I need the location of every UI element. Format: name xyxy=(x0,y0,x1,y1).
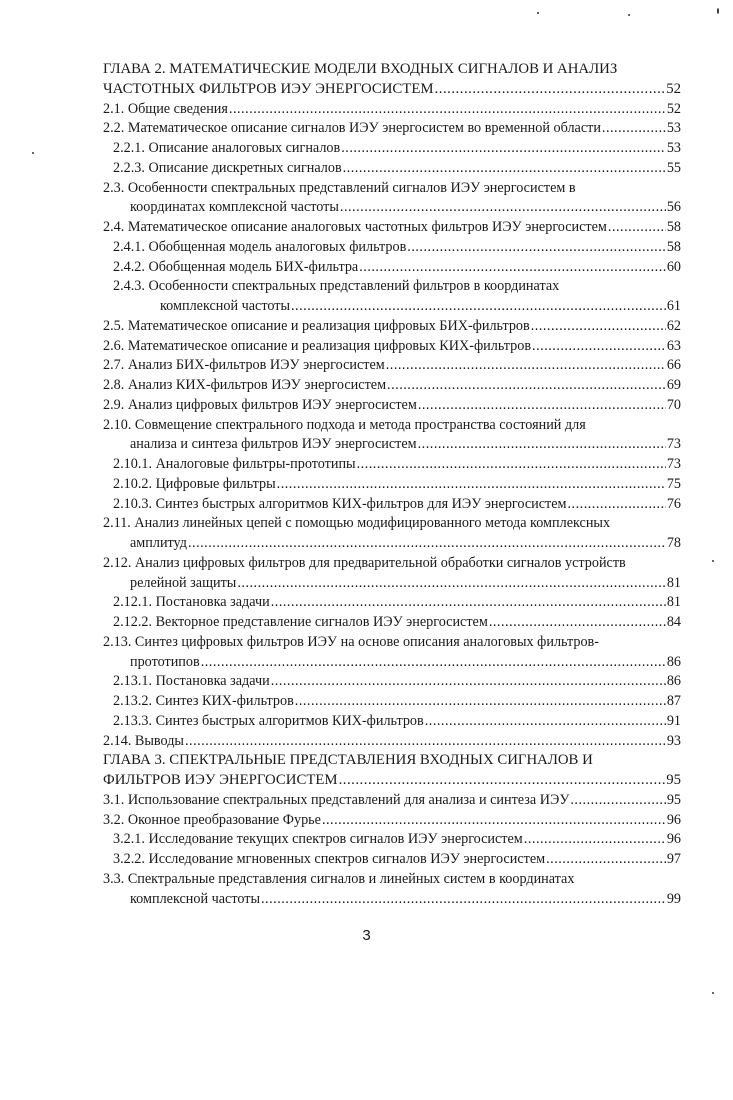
toc-page-number: 60 xyxy=(666,258,681,275)
toc-entry xyxy=(103,179,681,219)
dot-leader xyxy=(570,791,665,811)
toc-entry xyxy=(103,554,681,594)
toc-entry xyxy=(103,139,681,159)
toc-entry-title: координатах комплексной частоты xyxy=(130,199,339,216)
table-of-contents xyxy=(103,60,681,909)
toc-line xyxy=(103,119,681,139)
toc-entry xyxy=(103,416,681,456)
toc-line xyxy=(103,574,681,594)
toc-line xyxy=(103,751,681,771)
toc-line xyxy=(103,593,681,613)
toc-line xyxy=(103,100,681,120)
dot-leader xyxy=(339,771,666,791)
toc-line xyxy=(103,356,681,376)
toc-entry-title: 2.2.1. Описание аналоговых сигналов xyxy=(113,140,341,156)
toc-page-number: 95 xyxy=(666,791,681,808)
toc-entry xyxy=(103,593,681,613)
toc-page-number: 95 xyxy=(666,772,681,788)
scan-speck xyxy=(537,12,539,14)
toc-entry xyxy=(103,376,681,396)
dot-leader xyxy=(229,100,666,120)
dot-leader xyxy=(568,495,666,515)
scan-speck xyxy=(712,992,714,994)
toc-entry xyxy=(103,870,681,910)
toc-page-number: 66 xyxy=(666,357,681,374)
toc-entry xyxy=(103,475,681,495)
dot-leader xyxy=(237,574,665,594)
toc-entry xyxy=(103,672,681,692)
dot-leader xyxy=(271,672,666,692)
dot-leader xyxy=(185,732,666,752)
toc-page-number: 70 xyxy=(666,396,681,413)
toc-entry xyxy=(103,337,681,357)
toc-entry-title: 2.11. Анализ линейных цепей с помощью модифицированного метода комплексных xyxy=(103,515,611,532)
toc-entry xyxy=(103,396,681,416)
dot-leader xyxy=(359,258,666,278)
toc-entry-title: 2.5. Математическое описание и реализация цифровых БИХ-фильтров xyxy=(103,317,530,334)
toc-page-number: 86 xyxy=(666,673,681,690)
toc-line xyxy=(103,732,681,752)
dot-leader xyxy=(341,139,666,159)
toc-entry-title: 2.10.1. Аналоговые фильтры-прототипы xyxy=(113,456,356,472)
toc-page-number: 96 xyxy=(666,811,681,828)
toc-line xyxy=(103,218,681,238)
toc-page-number: 58 xyxy=(666,238,681,255)
toc-entry-title: комплексной частоты xyxy=(130,890,260,907)
dot-leader xyxy=(188,534,666,554)
toc-line xyxy=(103,139,681,159)
toc-line xyxy=(103,198,681,218)
toc-line xyxy=(103,455,681,475)
toc-page-number: 91 xyxy=(666,712,681,729)
toc-entry-title: анализа и синтеза фильтров ИЭУ энергосистем xyxy=(130,436,417,453)
toc-entry xyxy=(103,811,681,831)
toc-entry-title: 2.6. Математическое описание и реализация цифровых КИХ-фильтров xyxy=(103,337,532,354)
dot-leader xyxy=(489,613,666,633)
toc-line xyxy=(103,396,681,416)
toc-line xyxy=(103,337,681,357)
toc-entry xyxy=(103,159,681,179)
toc-entry xyxy=(103,613,681,633)
toc-entry xyxy=(103,830,681,850)
scan-speck xyxy=(717,8,719,14)
toc-page-number: 87 xyxy=(666,693,681,709)
toc-entry-title: 2.13.1. Постановка задачи xyxy=(113,673,270,690)
toc-entry-title: 2.13. Синтез цифровых фильтров ИЭУ на основе описания аналоговых фильтров- xyxy=(103,633,599,650)
dot-leader xyxy=(425,712,666,732)
toc-page-number: 55 xyxy=(666,159,681,176)
toc-entry-title: 2.2. Математическое описание сигналов ИЭУ энергосистем во временной области xyxy=(103,120,601,137)
toc-page-number: 86 xyxy=(666,653,681,670)
toc-entry-title: ФИЛЬТРОВ ИЭУ ЭНЕРГОСИСТЕМ xyxy=(103,772,338,788)
toc-page-number: 96 xyxy=(666,831,681,848)
toc-line xyxy=(103,80,681,100)
toc-entry-title: 2.10.2. Цифровые фильтры xyxy=(113,475,276,492)
dot-leader xyxy=(386,356,666,376)
toc-line xyxy=(103,376,681,396)
toc-page-number: 78 xyxy=(666,535,681,551)
dot-leader xyxy=(295,692,666,712)
toc-entry xyxy=(103,455,681,475)
toc-line xyxy=(103,514,681,534)
toc-entry-title: 2.10.3. Синтез быстрых алгоритмов КИХ-фильтров для ИЭУ энергосистем xyxy=(113,495,567,512)
dot-leader xyxy=(418,435,666,455)
toc-entry-title: 3.3. Спектральные представления сигналов и линейных систем в координатах xyxy=(103,870,575,887)
dot-leader xyxy=(387,376,666,396)
toc-entry-title: 2.12.2. Векторное представление сигналов ИЭУ энергосистем xyxy=(113,614,488,630)
toc-entry-title: 2.12.1. Постановка задачи xyxy=(113,594,270,611)
dot-leader xyxy=(531,317,666,337)
toc-page-number: 58 xyxy=(666,219,681,235)
toc-entry-title: 3.1. Использование спектральных представлений для анализа и синтеза ИЭУ xyxy=(103,791,570,808)
toc-page-number: 73 xyxy=(666,436,681,453)
toc-line xyxy=(103,554,681,574)
toc-entry-title: 2.4. Математическое описание аналоговых частотных фильтров ИЭУ энергосистем xyxy=(103,219,607,235)
dot-leader xyxy=(532,337,666,357)
toc-page-number: 81 xyxy=(666,574,681,591)
toc-entry-title: ЧАСТОТНЫХ ФИЛЬТРОВ ИЭУ ЭНЕРГОСИСТЕМ xyxy=(103,80,434,97)
toc-page-number: 93 xyxy=(666,732,681,749)
toc-entry xyxy=(103,633,681,673)
toc-line xyxy=(103,791,681,811)
toc-page-number: 56 xyxy=(666,199,681,216)
toc-entry-title: 3.2.1. Исследование текущих спектров сигналов ИЭУ энергосистем xyxy=(113,831,523,848)
toc-entry xyxy=(103,238,681,258)
toc-entry xyxy=(103,495,681,515)
toc-line xyxy=(103,653,681,673)
toc-entry-title: 2.1. Общие сведения xyxy=(103,100,228,117)
toc-entry xyxy=(103,277,681,317)
toc-entry xyxy=(103,356,681,376)
toc-chapter-entry xyxy=(103,751,681,791)
toc-page-number: 52 xyxy=(666,80,681,97)
toc-entry-title: 2.4.1. Обобщенная модель аналоговых фильтров xyxy=(113,238,407,255)
toc-entry-title: 2.10. Совмещение спектрального подхода и метода пространства состояний для xyxy=(103,416,586,433)
scan-speck xyxy=(628,14,630,16)
toc-entry-title: 2.13.2. Синтез КИХ-фильтров xyxy=(113,693,294,709)
toc-entry-title: 2.2.3. Описание дискретных сигналов xyxy=(113,159,342,176)
toc-page-number: 61 xyxy=(666,298,681,314)
toc-line xyxy=(103,475,681,495)
dot-leader xyxy=(435,80,666,100)
toc-entry-title: 2.4.2. Обобщенная модель БИХ-фильтра xyxy=(113,258,359,275)
toc-page-number: 75 xyxy=(666,475,681,492)
toc-entry xyxy=(103,791,681,811)
toc-page-number: 99 xyxy=(666,890,681,907)
toc-entry-title: 2.4.3. Особенности спектральных представлений фильтров в координатах xyxy=(113,278,560,295)
toc-line xyxy=(103,317,681,337)
toc-entry xyxy=(103,712,681,732)
toc-entry-title: комплексной частоты xyxy=(160,298,290,314)
toc-line xyxy=(103,534,681,554)
dot-leader xyxy=(201,653,666,673)
toc-page-number: 63 xyxy=(666,337,681,354)
toc-page-number: 69 xyxy=(666,377,681,393)
page-number: 3 xyxy=(362,927,371,944)
toc-line xyxy=(103,238,681,258)
scan-speck xyxy=(32,152,34,154)
dot-leader xyxy=(524,830,666,850)
toc-line xyxy=(103,613,681,633)
dot-leader xyxy=(291,297,666,317)
dot-leader xyxy=(602,119,666,139)
toc-page-number: 53 xyxy=(666,120,681,137)
toc-entry-title: ГЛАВА 3. СПЕКТРАЛЬНЫЕ ПРЕДСТАВЛЕНИЯ ВХОДНЫХ СИГНАЛОВ И xyxy=(103,752,593,769)
toc-entry-title: 2.8. Анализ КИХ-фильтров ИЭУ энергосистем xyxy=(103,377,387,393)
toc-entry-title: 2.9. Анализ цифровых фильтров ИЭУ энергосистем xyxy=(103,396,417,413)
toc-page-number: 81 xyxy=(666,594,681,611)
toc-entry-title: релейной защиты xyxy=(130,574,237,591)
scan-speck xyxy=(712,560,714,562)
toc-page-number: 97 xyxy=(666,851,681,867)
dot-leader xyxy=(322,811,666,831)
toc-line xyxy=(103,60,681,80)
toc-line xyxy=(103,811,681,831)
toc-line xyxy=(103,830,681,850)
dot-leader xyxy=(407,238,666,258)
toc-line xyxy=(103,672,681,692)
toc-entry xyxy=(103,514,681,554)
toc-page-number: 53 xyxy=(666,140,681,156)
toc-line xyxy=(103,692,681,712)
toc-entry xyxy=(103,850,681,870)
toc-page-number: 73 xyxy=(666,456,681,472)
toc-line xyxy=(103,258,681,278)
toc-entry xyxy=(103,317,681,337)
toc-line xyxy=(103,495,681,515)
toc-line xyxy=(103,870,681,890)
toc-line xyxy=(103,435,681,455)
dot-leader xyxy=(546,850,666,870)
toc-line xyxy=(103,297,681,317)
toc-entry xyxy=(103,732,681,752)
toc-page-number: 76 xyxy=(666,495,681,512)
dot-leader xyxy=(418,396,666,416)
toc-page-number: 84 xyxy=(666,614,681,630)
toc-line xyxy=(103,712,681,732)
toc-line xyxy=(103,416,681,436)
toc-entry xyxy=(103,218,681,238)
toc-entry-title: ГЛАВА 2. МАТЕМАТИЧЕСКИЕ МОДЕЛИ ВХОДНЫХ СИГНАЛОВ И АНАЛИЗ xyxy=(103,61,618,77)
toc-page-number: 62 xyxy=(666,317,681,334)
toc-line xyxy=(103,890,681,910)
toc-entry xyxy=(103,692,681,712)
toc-chapter-entry xyxy=(103,60,681,100)
toc-entry-title: 2.14. Выводы xyxy=(103,732,184,749)
toc-entry xyxy=(103,100,681,120)
toc-entry-title: 2.13.3. Синтез быстрых алгоритмов КИХ-фильтров xyxy=(113,712,424,729)
toc-line xyxy=(103,771,681,791)
toc-entry-title: 3.2. Оконное преобразование Фурье xyxy=(103,811,321,828)
dot-leader xyxy=(271,593,666,613)
toc-line xyxy=(103,179,681,199)
toc-entry-title: амплитуд xyxy=(130,535,187,551)
toc-entry-title: 2.12. Анализ цифровых фильтров для предварительной обработки сигналов устройств xyxy=(103,554,626,571)
toc-line xyxy=(103,850,681,870)
toc-line xyxy=(103,277,681,297)
toc-line xyxy=(103,159,681,179)
toc-line xyxy=(103,633,681,653)
dot-leader xyxy=(357,455,666,475)
toc-entry-title: 2.3. Особенности спектральных представлений сигналов ИЭУ энергосистем в xyxy=(103,179,576,196)
dot-leader xyxy=(343,159,666,179)
dot-leader xyxy=(277,475,666,495)
dot-leader xyxy=(261,890,666,910)
dot-leader xyxy=(608,218,666,238)
toc-page-number: 52 xyxy=(666,100,681,117)
toc-entry xyxy=(103,119,681,139)
toc-entry-title: прототипов xyxy=(130,653,200,670)
toc-entry xyxy=(103,258,681,278)
toc-entry-title: 2.7. Анализ БИХ-фильтров ИЭУ энергосистем xyxy=(103,357,385,374)
dot-leader xyxy=(340,198,666,218)
toc-entry-title: 3.2.2. Исследование мгновенных спектров сигналов ИЭУ энергосистем xyxy=(113,851,546,867)
